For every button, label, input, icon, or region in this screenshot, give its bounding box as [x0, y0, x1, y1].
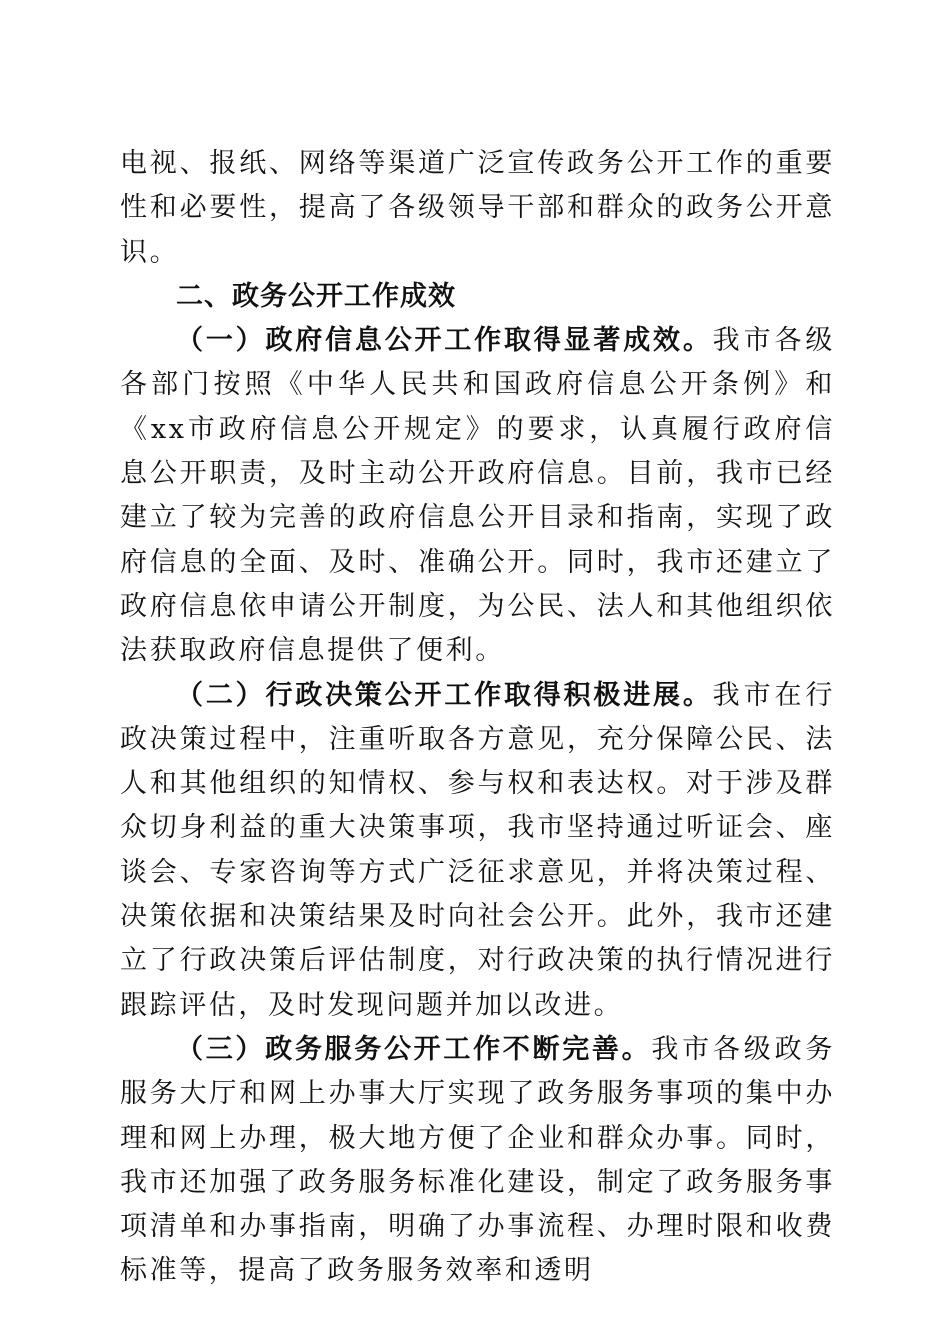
paragraph-2-lead: （二）行政决策公开工作取得积极进展。 [176, 679, 713, 711]
paragraph-1-body: 我市各级各部门按照《中华人民共和国政府信息公开条例》和《xx市政府信息公开规定》的要求，认真履行政府信息公开职责，及时主动公开政府信息。目前，我市已经建立了较为完善的政府信息公开目录和指南，实现了政府信息的全面、及时、准确公开。同时，我市还建立了政府信息依申请公开制度，为公民、法人和其他组织依法获取政府信息提供了便利。 [120, 325, 835, 667]
paragraph-3 [120, 1028, 835, 1294]
paragraph-3-body: 我市各级政务服务大厅和网上办事大厅实现了政务服务事项的集中办理和网上办理，极大地方便了企业和群众办事。同时，我市还加强了政务服务标准化建设，制定了政务服务事项清单和办事指南，明确了办事流程、办理时限和收费标准等，提高了政务服务效率和透明 [120, 1033, 836, 1287]
continuation-paragraph: 电视、报纸、网络等渠道广泛宣传政务公开工作的重要性和必要性，提高了各级领导干部和群众的政务公开意识。 [120, 148, 835, 268]
paragraph-1 [120, 319, 835, 673]
document-body [120, 142, 835, 1294]
section-heading: 二、政务公开工作成效 [176, 280, 456, 312]
paragraph-3-lead: （三）政务服务公开工作不断完善。 [176, 1033, 652, 1065]
paragraph-1-lead: （一）政府信息公开工作取得显著成效。 [176, 325, 713, 357]
paragraph-2-body: 我市在行政决策过程中，注重听取各方意见，充分保障公民、法人和其他组织的知情权、参与权和表达权。对于涉及群众切身利益的重大决策事项，我市坚持通过听证会、座谈会、专家咨询等方式广泛征求意见，并将决策过程、决策依据和决策结果及时向社会公开。此外，我市还建立了行政决策后评估制度，对行政决策的执行情况进行跟踪评估，及时发现问题并加以改进。 [120, 679, 835, 1021]
paragraph-2 [120, 674, 835, 1028]
